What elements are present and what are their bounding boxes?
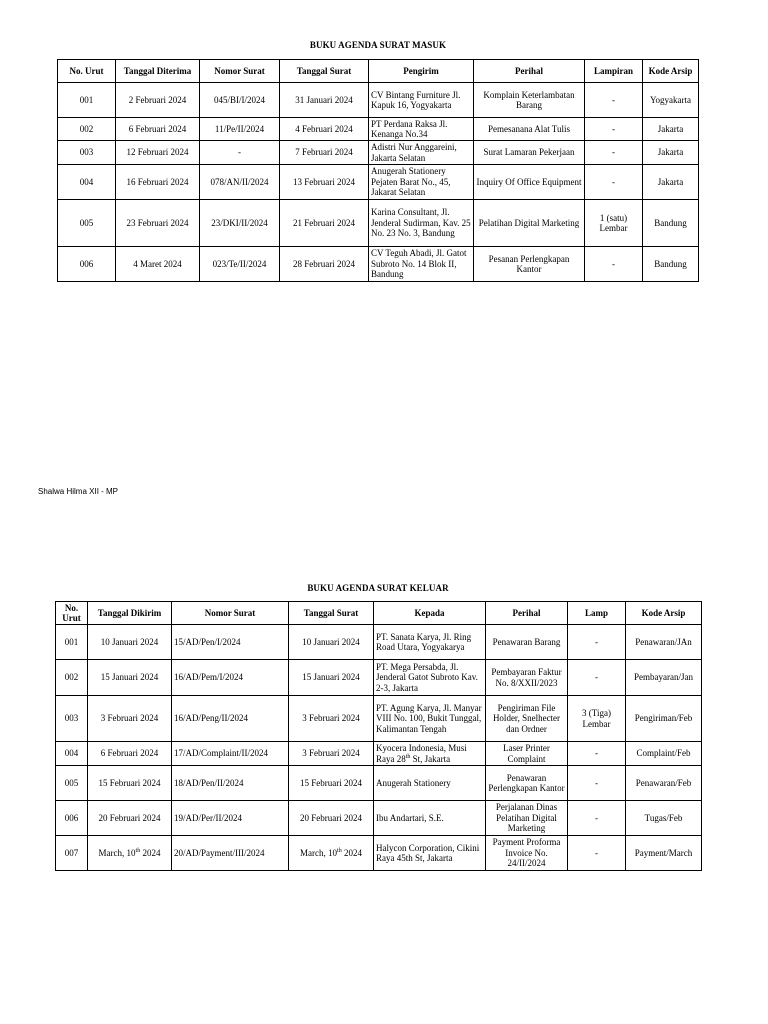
date-text: March, 10	[300, 847, 338, 858]
cell-perihal: Pelatihan Digital Marketing	[474, 200, 585, 247]
header-tanggal-diterima: Tanggal Diterima	[116, 60, 200, 83]
cell-nomor-surat: 23/DKI/II/2024	[200, 200, 280, 247]
cell-no: 007	[56, 836, 88, 871]
table-row	[58, 83, 699, 118]
table-row	[58, 200, 699, 247]
cell-tanggal-diterima: 12 Februari 2024	[116, 141, 200, 165]
cell-pengirim: Adistri Nur Anggareini, Jakarta Selatan	[369, 141, 474, 165]
cell-no: 006	[56, 801, 88, 836]
cell-nomor-surat: 023/Te/II/2024	[200, 247, 280, 282]
cell-tanggal-dikirim: 10 Januari 2024	[88, 625, 172, 660]
cell-kepada: PT. Agung Karya, Jl. Manyar VIII No. 100, Bukit Tunggal, Kalimantan Tengah	[374, 696, 486, 742]
cell-tanggal-surat: 31 Januari 2024	[280, 83, 369, 118]
cell-perihal: Perjalanan Dinas Pelatihan Digital Marketing	[486, 801, 568, 836]
cell-pengirim: CV Bintang Furniture Jl. Kapuk 16, Yogyakarta	[369, 83, 474, 118]
cell-tanggal-surat: 10 Januari 2024	[289, 625, 374, 660]
kepada-text: Kyocera Indonesia, Musi Raya 28	[376, 743, 467, 764]
cell-nomor-surat: 17/AD/Complaint/II/2024	[172, 742, 289, 766]
cell-lampiran: 1 (satu) Lembar	[585, 200, 643, 247]
cell-no: 004	[56, 742, 88, 766]
header-no-urut: No. Urut	[58, 60, 116, 83]
cell-nomor-surat: 078/AN/II/2024	[200, 165, 280, 200]
cell-no: 005	[56, 766, 88, 801]
header-perihal: Perihal	[486, 602, 568, 625]
table-header-row	[56, 602, 702, 625]
cell-lamp: -	[568, 625, 626, 660]
cell-perihal: Laser Printer Complaint	[486, 742, 568, 766]
cell-tanggal-surat	[289, 836, 374, 871]
cell-tanggal-dikirim: 20 Februari 2024	[88, 801, 172, 836]
cell-no: 006	[58, 247, 116, 282]
table-row	[56, 696, 702, 742]
cell-nomor-surat: -	[200, 141, 280, 165]
header-lamp: Lamp	[568, 602, 626, 625]
ordinal-suffix: th	[337, 847, 342, 854]
table-header-row	[58, 60, 699, 83]
surat-keluar-title: BUKU AGENDA SURAT KELUAR	[307, 583, 449, 593]
header-no-urut: No. Urut	[56, 602, 88, 625]
surat-masuk-table	[57, 59, 699, 282]
cell-nomor-surat: 11/Pe/II/2024	[200, 118, 280, 141]
kepada-text-end: St, Jakarta	[410, 753, 451, 764]
cell-nomor-surat: 16/AD/Pem/I/2024	[172, 660, 289, 696]
cell-kepada	[374, 742, 486, 766]
cell-nomor-surat: 18/AD/Pen/II/2024	[172, 766, 289, 801]
cell-tanggal-surat: 3 Februari 2024	[289, 696, 374, 742]
cell-perihal: Pemesanana Alat Tulis	[474, 118, 585, 141]
cell-kepada: Anugerah Stationery	[374, 766, 486, 801]
table-row	[58, 165, 699, 200]
cell-kode-arsip: Pembayaran/Jan	[626, 660, 702, 696]
date-text-end: 2024	[341, 847, 362, 858]
cell-tanggal-surat: 4 Februari 2024	[280, 118, 369, 141]
header-tanggal-dikirim: Tanggal Dikirim	[88, 602, 172, 625]
cell-kode-arsip: Penawaran/JAn	[626, 625, 702, 660]
cell-perihal: Komplain Keterlambatan Barang	[474, 83, 585, 118]
cell-tanggal-diterima: 23 Februari 2024	[116, 200, 200, 247]
cell-kepada: PT. Mega Persabda, Jl. Jenderal Gatot Subroto Kav. 2-3, Jakarta	[374, 660, 486, 696]
cell-no: 003	[56, 696, 88, 742]
cell-lampiran: -	[585, 247, 643, 282]
table-row	[58, 141, 699, 165]
cell-perihal: Pembayaran Faktur No. 8/XXII/2023	[486, 660, 568, 696]
cell-tanggal-surat: 21 Februari 2024	[280, 200, 369, 247]
cell-lamp: -	[568, 660, 626, 696]
header-tanggal-surat: Tanggal Surat	[280, 60, 369, 83]
cell-no: 002	[58, 118, 116, 141]
cell-kode-arsip: Penawaran/Feb	[626, 766, 702, 801]
header-perihal: Perihal	[474, 60, 585, 83]
cell-pengirim: Anugerah Stationery Pejaten Barat No., 45, Jakarat Selatan	[369, 165, 474, 200]
cell-lamp: -	[568, 801, 626, 836]
cell-kode-arsip: Jakarta	[643, 141, 699, 165]
cell-lampiran: -	[585, 118, 643, 141]
cell-kepada: Ibu Andartari, S.E.	[374, 801, 486, 836]
table-row	[58, 247, 699, 282]
cell-no: 002	[56, 660, 88, 696]
cell-no: 005	[58, 200, 116, 247]
cell-perihal: Penawaran Barang	[486, 625, 568, 660]
ordinal-suffix: th	[405, 753, 411, 760]
cell-kode-arsip: Tugas/Feb	[626, 801, 702, 836]
header-kode-arsip: Kode Arsip	[643, 60, 699, 83]
cell-nomor-surat: 16/AD/Peng/II/2024	[172, 696, 289, 742]
cell-tanggal-dikirim: 15 Februari 2024	[88, 766, 172, 801]
cell-no: 004	[58, 165, 116, 200]
table-row	[56, 801, 702, 836]
date-text: March, 10	[98, 847, 136, 858]
cell-perihal: Penawaran Perlengkapan Kantor	[486, 766, 568, 801]
cell-kode-arsip: Complaint/Feb	[626, 742, 702, 766]
cell-tanggal-surat: 15 Januari 2024	[289, 660, 374, 696]
ordinal-suffix: th	[135, 847, 141, 854]
header-tanggal-surat: Tanggal Surat	[289, 602, 374, 625]
cell-nomor-surat: 045/BI/I/2024	[200, 83, 280, 118]
cell-lampiran: -	[585, 83, 643, 118]
cell-tanggal-surat: 15 Februari 2024	[289, 766, 374, 801]
cell-tanggal-surat: 20 Februari 2024	[289, 801, 374, 836]
cell-tanggal-dikirim	[88, 836, 172, 871]
table-row	[56, 625, 702, 660]
table-row	[56, 766, 702, 801]
cell-lamp: -	[568, 766, 626, 801]
header-nomor-surat: Nomor Surat	[172, 602, 289, 625]
cell-tanggal-surat: 13 Februari 2024	[280, 165, 369, 200]
cell-no: 001	[58, 83, 116, 118]
table-row	[56, 742, 702, 766]
cell-kode-arsip: Jakarta	[643, 118, 699, 141]
cell-tanggal-diterima: 4 Maret 2024	[116, 247, 200, 282]
cell-pengirim: Karina Consultant, Jl. Jenderal Sudirman, Kav. 25 No. 23 No. 3, Bandung	[369, 200, 474, 247]
cell-lampiran: -	[585, 165, 643, 200]
cell-kode-arsip: Yogyakarta	[643, 83, 699, 118]
cell-perihal: Payment Proforma Invoice No. 24/II/2024	[486, 836, 568, 871]
header-pengirim: Pengirim	[369, 60, 474, 83]
cell-tanggal-dikirim: 3 Februari 2024	[88, 696, 172, 742]
cell-pengirim: CV Teguh Abadi, Jl. Gatot Subroto No. 14 Blok II, Bandung	[369, 247, 474, 282]
cell-nomor-surat: 15/AD/Pen/I/2024	[172, 625, 289, 660]
cell-kode-arsip: Bandung	[643, 200, 699, 247]
header-kepada: Kepada	[374, 602, 486, 625]
table-row	[58, 118, 699, 141]
cell-kode-arsip: Jakarta	[643, 165, 699, 200]
cell-perihal: Inquiry Of Office Equipment	[474, 165, 585, 200]
cell-lamp: -	[568, 742, 626, 766]
cell-kode-arsip: Payment/March	[626, 836, 702, 871]
table-row	[56, 836, 702, 871]
header-lampiran: Lampiran	[585, 60, 643, 83]
cell-kepada: Halycon Corporation, Cikini Raya 45th St, Jakarta	[374, 836, 486, 871]
cell-tanggal-diterima: 16 Februari 2024	[116, 165, 200, 200]
table-row	[56, 660, 702, 696]
cell-no: 003	[58, 141, 116, 165]
cell-lamp: 3 (Tiga) Lembar	[568, 696, 626, 742]
surat-masuk-title: BUKU AGENDA SURAT MASUK	[309, 40, 447, 50]
cell-kode-arsip: Pengiriman/Feb	[626, 696, 702, 742]
cell-tanggal-diterima: 2 Februari 2024	[116, 83, 200, 118]
date-text-end: 2024	[140, 847, 161, 858]
cell-perihal: Pengiriman File Holder, Snelhecter dan Ordner	[486, 696, 568, 742]
cell-perihal: Surat Lamaran Pekerjaan	[474, 141, 585, 165]
cell-kepada: PT. Sanata Karya, Jl. Ring Road Utara, Yogyakarya	[374, 625, 486, 660]
header-kode-arsip: Kode Arsip	[626, 602, 702, 625]
cell-nomor-surat: 19/AD/Per/II/2024	[172, 801, 289, 836]
cell-pengirim: PT Perdana Raksa Jl. Kenanga No.34	[369, 118, 474, 141]
cell-perihal: Pesanan Perlengkapan Kantor	[474, 247, 585, 282]
surat-keluar-table	[55, 601, 702, 871]
cell-tanggal-surat: 7 Februari 2024	[280, 141, 369, 165]
cell-tanggal-dikirim: 6 Februari 2024	[88, 742, 172, 766]
author-note: Shalwa Hilma XII - MP	[38, 487, 119, 496]
cell-kode-arsip: Bandung	[643, 247, 699, 282]
cell-tanggal-surat: 3 Februari 2024	[289, 742, 374, 766]
header-nomor-surat: Nomor Surat	[200, 60, 280, 83]
cell-lamp: -	[568, 836, 626, 871]
cell-lampiran: -	[585, 141, 643, 165]
cell-tanggal-diterima: 6 Februari 2024	[116, 118, 200, 141]
cell-no: 001	[56, 625, 88, 660]
cell-tanggal-surat: 28 Februari 2024	[280, 247, 369, 282]
cell-nomor-surat: 20/AD/Payment/III/2024	[172, 836, 289, 871]
cell-tanggal-dikirim: 15 Januari 2024	[88, 660, 172, 696]
